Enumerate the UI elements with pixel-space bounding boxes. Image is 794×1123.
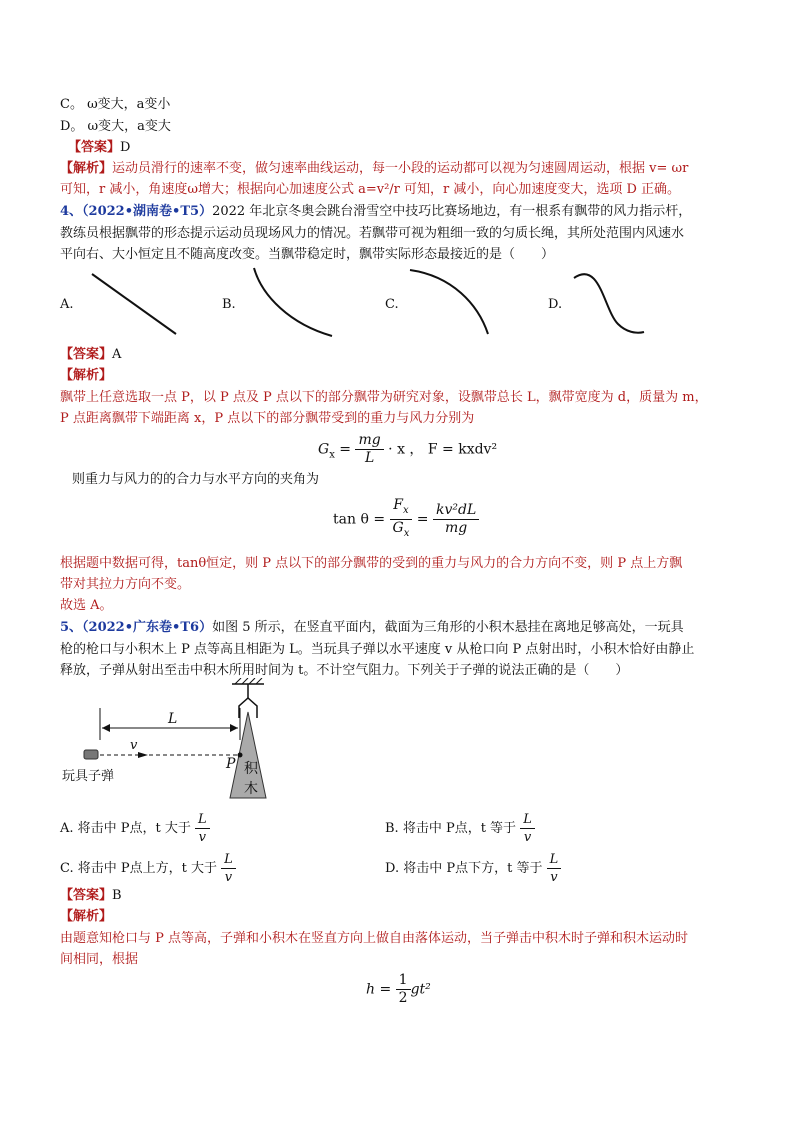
- ribbon-option-c-figure: [408, 266, 498, 338]
- answer-value: D: [120, 140, 131, 155]
- figure-label-block: 木: [244, 781, 258, 797]
- analysis-label: 【解析】: [60, 161, 113, 176]
- answer-label: 【答案】: [60, 888, 113, 903]
- eq-fraction: [355, 432, 383, 467]
- question-source: （2022•广东卷•T6）: [82, 620, 213, 635]
- equation-free-fall: [366, 972, 431, 1007]
- stem-text: 枪的枪口与小积木上 P 点等高且相距为 L。当玩具子弹以水平速度 v 从枪口向 P 点射出时，小积木恰好由静止: [60, 642, 695, 657]
- q5-option-a: [60, 810, 210, 848]
- question-4-stem: [60, 203, 691, 221]
- eq-numerator: mg: [355, 432, 383, 450]
- option-text: C. 将击中 P点上方，t 大于: [60, 861, 217, 876]
- option-text: D. 将击中 P点下方，t 等于: [385, 861, 543, 876]
- ribbon-option-c-label: C.: [385, 297, 399, 312]
- option-d: D。 ω变大，a变大: [60, 119, 171, 134]
- eq-numerator: F: [393, 497, 403, 513]
- stem-text: 教练员根据飘带的形态提示运动员现场风力的情况。若飘带可视为粗细一致的匀质长绳，其所处范围内风速水: [60, 226, 685, 241]
- analysis-text: P 点距离飘带下端距离 x，P 点以下的部分飘带受到的重力与风力分别为: [60, 411, 475, 426]
- answer-value: A: [112, 347, 122, 362]
- eq-tail: · x ， F = kxdv²: [388, 441, 498, 458]
- analysis-text: 运动员滑行的速率不变，做匀速率曲线运动，每一小段的运动都可以视为匀速圆周运动，根据 v= ωr: [112, 161, 689, 176]
- ribbon-option-d-label: D.: [548, 297, 563, 312]
- option-fraction: $\frac{L}{v}$: [221, 851, 236, 886]
- figure-label-v: v: [130, 738, 138, 753]
- analysis-text: 带对其拉力方向不变。: [60, 577, 191, 592]
- figure-label-bullet: 玩具子弹: [62, 769, 115, 784]
- equation-tan-theta: tan θ = $\frac{F_x}{G_x}$ = $\frac{\text{kv²dL}}{mg}$: [333, 497, 479, 542]
- eq-fraction: $\frac{F_x}{G_x}$: [390, 497, 413, 542]
- option-fraction: $\frac{L}{v}$: [547, 851, 562, 886]
- stem-text: 释放，子弹从射出至击中积木所用时间为 t。不计空气阻力。下列关于子弹的说法正确的是（ ）: [60, 663, 629, 678]
- figure-label-block: 积: [244, 761, 258, 777]
- answer-line: [68, 139, 130, 157]
- equation-gravity-wind: $G_x$ = $\frac{mg}{L}$ · x ， F = kxdv²: [318, 432, 498, 466]
- ribbon-option-a-figure: [90, 268, 180, 338]
- analysis-text: 飘带上任意选取一点 P，以 P 点及 P 点以下的部分飘带为研究对象，设飘带总长 L，飘带宽度为 d，质量为 m，: [60, 390, 708, 405]
- q5-option-b: [385, 810, 535, 848]
- q5-option-c: [60, 850, 236, 888]
- analysis-text: 则重力与风力的的合力与水平方向的夹角为: [72, 472, 320, 487]
- eq-fraction: [433, 502, 479, 537]
- analysis-label: 【解析】: [60, 909, 113, 924]
- answer-label: 【答案】: [68, 140, 121, 155]
- eq-denominator: G: [392, 519, 404, 536]
- question-number: 5、: [60, 620, 83, 635]
- analysis-label: 【解析】: [60, 368, 113, 383]
- analysis-line: [60, 160, 688, 178]
- answer-label: 【答案】: [60, 347, 113, 362]
- ribbon-option-d-figure: [572, 266, 652, 338]
- answer-line: [60, 346, 121, 364]
- conclusion: 故选 A。: [60, 598, 113, 613]
- eq-denominator: mg: [444, 519, 468, 536]
- option-fraction: $\frac{L}{v}$: [195, 811, 210, 846]
- eq-tail: gt²: [410, 981, 431, 998]
- answer-line: [60, 887, 122, 905]
- analysis-text: 可知，r 减小，角速度ω增大；根据向心加速度公式 a=v²/r 可知，r 减小，向心加速度变大，选项 D 正确。: [60, 182, 681, 197]
- eq-lhs: h =: [366, 981, 392, 998]
- q5-option-d: [385, 850, 561, 888]
- question-5-stem: [60, 619, 684, 637]
- stem-text: 平向右、大小恒定且不随高度改变。当飘带稳定时，飘带实际形态最接近的是（ ）: [60, 247, 555, 262]
- eq-fraction: $\frac{1}{2}$: [396, 972, 411, 1007]
- eq-lhs: tan θ =: [333, 511, 386, 528]
- eq-symbol: G: [318, 441, 330, 458]
- option-text: A. 将击中 P点，t 大于: [60, 821, 191, 836]
- ribbon-option-b-label: B.: [222, 297, 236, 312]
- option-c: C。 ω变大，a变小: [60, 97, 171, 112]
- option-text: B. 将击中 P点，t 等于: [385, 821, 517, 836]
- eq-numerator: kv²dL: [433, 502, 479, 520]
- stem-text: 2022 年北京冬奥会跳台滑雪空中技巧比赛场地边，有一根系有飘带的风力指示杆，: [212, 204, 692, 219]
- figure-label-P: P: [226, 756, 236, 772]
- answer-value: B: [112, 888, 122, 903]
- option-fraction: $\frac{L}{v}$: [520, 811, 535, 846]
- analysis-text: 由题意知枪口与 P 点等高，子弹和小积木在竖直方向上做自由落体运动，当子弹击中积木时子弹和积木运动时: [60, 931, 689, 946]
- question-source: （2022•湖南卷•T5）: [82, 204, 213, 219]
- ribbon-option-a-label: A.: [60, 297, 74, 312]
- analysis-text: 根据题中数据可得，tanθ恒定，则 P 点以下的部分飘带的受到的重力与风力的合力方向不变，则 P 点上方飘: [60, 556, 683, 571]
- stem-text: 如图 5 所示，在竖直平面内，截面为三角形的小积木悬挂在离地足够高处，一玩具: [212, 620, 684, 635]
- analysis-text: 间相同，根据: [60, 952, 139, 967]
- question-number: 4、: [60, 204, 83, 219]
- ribbon-option-b-figure: [250, 266, 340, 338]
- eq-denominator: L: [364, 450, 375, 466]
- figure-label-L: L: [168, 711, 178, 727]
